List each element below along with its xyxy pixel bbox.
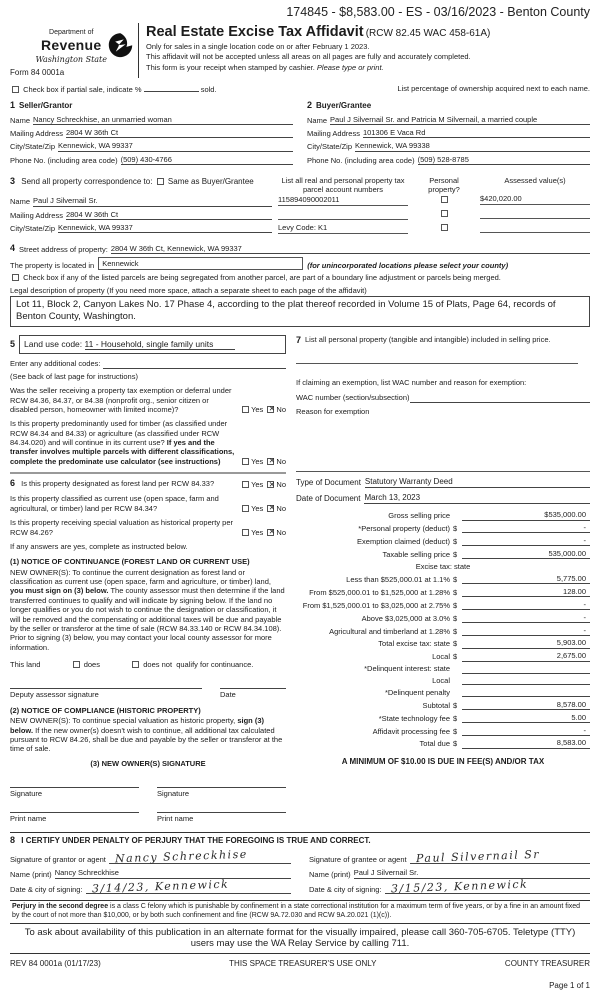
forest-land-text: Is this property designated as forest land per RCW 84.33? [21,479,215,489]
personal-property-checkbox-1[interactable] [441,196,448,203]
current-use-question-text: Is this property classified as current use (open space, farm and agricultural, or timber) land per RCW 84.34? [10,494,219,513]
yes-label: Yes [251,527,264,537]
levy-code-field[interactable]: Levy Code: K1 [278,223,408,234]
same-as-buyer-checkbox[interactable] [157,178,164,185]
buyer-name-field[interactable]: Paul J Silvernail Sr. and Patricia M Silvernail, a married couple [330,115,590,125]
agency-block [10,23,138,78]
land-use-code-box [19,335,286,355]
section-6 [10,472,286,824]
owner-signature-2-label: Signature [157,789,190,799]
grantee-signature-handwriting: Paul Silvernail Sr [415,848,540,866]
notice-continuance-b: you must sign on (3) below. [10,586,109,596]
timber-yes-checkbox[interactable] [242,458,249,465]
certification-statement: I CERTIFY UNDER PENALTY OF PERJURY THAT THE FOREGOING IS TRUE AND CORRECT. [21,835,371,845]
deputy-date-label: Date [220,690,236,700]
form-title: Real Estate Excise Tax Affidavit [146,23,364,40]
delinquent-penalty-field[interactable] [462,688,590,697]
document-type-row [296,477,590,488]
section-8-number: 8 [10,834,16,845]
notice-compliance-title: (2) NOTICE OF COMPLIANCE (HISTORIC PROPERTY) [10,705,201,715]
section-5-number: 5 [10,338,16,349]
exemption-reason-field[interactable] [296,462,590,472]
document-date-row [296,493,590,504]
ownership-percentage-note: List percentage of ownership acquired next to each name. [397,83,590,93]
legal-description-label: Legal description of property (If you need more space, attach a separate sheet to each page of the affidavit) [10,285,367,295]
notice-continuance-title: (1) NOTICE OF CONTINUANCE (FOREST LAND OR CURRENT USE) [10,557,250,567]
tier2-tax-field[interactable]: 128.00 [462,587,590,597]
land-use-code-field[interactable]: 11 - Household, single family units [85,339,235,351]
grantor-date-label: Date & city of signing: [10,884,83,894]
no-label: No [276,480,286,490]
buyer-phone-label: Phone No. (including area code) [307,155,415,165]
section-2-number: 2 [307,100,313,111]
wac-number-label: WAC number (section/subsection) [296,393,410,403]
timber-question-normal: Is this property predominantly used for timber (as classified under RCW 84.34 and 84.33) or agriculture (as classified under RCW 84.34.020) and will continue in its current use? [10,419,228,448]
buyer-city-label: City/State/Zip [307,142,353,152]
grantee-date-handwriting: 3/15/23, Kennewick [390,877,529,896]
qualify-label: qualify for continuance. [176,660,254,670]
does-not-checkbox[interactable] [132,661,139,668]
deputy-date-field[interactable] [220,679,286,689]
exemption-claimed-field[interactable]: - [462,536,590,546]
deputy-signature-label: Deputy assessor signature [10,690,99,700]
grantor-signature-label: Signature of grantor or agent [10,854,106,864]
deputy-assessor-row [10,679,286,699]
assessed-value-field-1[interactable]: $420,020.00 [480,194,590,205]
historic-question [10,518,286,537]
assessed-value-header: Assessed value(s) [504,176,566,185]
street-address-label: Street address of property: [19,244,108,254]
seller-name-label: Name [10,115,31,125]
seller-phone-field[interactable]: (509) 430-4766 [121,155,293,165]
parcel-numbers-header: List all real and personal property tax parcel account numbers [281,176,405,195]
body-columns [10,335,590,824]
forest-land-question-text [10,478,240,489]
partial-sale-sold-label: sold. [200,84,217,94]
tax-table: Gross selling price $535,000.00 *Personal property (deduct) $ - Exemption claimed (deduct) $ - Taxable selling price $ 535,000.00 Excise tax: state Less than $525,000.01 at 1.1% $ 5,775.00 From $525,000.01 to $1,525,000 at 1.28% $ 128.00 From $1,525,000.01 to $3,025,000 at 2.75% $ - Above $3,025,000 at 3.0% $ - Agricultural and timberland at 1.28% $ - Total excise tax: state $ 5,903.00 Local $ 2,675.00 *Delinquent interest: state Local *Delinquent penalty Subtotal $ 8,578.00 *State technology fee $ 5.00 Affidavit processing fee $ - Total due $ 8,583.00 [296,510,590,749]
yes-label: Yes [251,456,264,466]
located-in-label: The property is located in [10,261,95,270]
grantor-print-field[interactable]: Nancy Schreckhise [55,868,291,879]
document-type-field[interactable]: Statutory Warranty Deed [365,477,590,488]
buyer-phone-field[interactable]: (509) 528-8785 [418,155,590,165]
taxable-selling-price-field[interactable]: 535,000.00 [462,549,590,559]
corr-mailing-label: Mailing Address [10,210,63,220]
revenue-logo-icon [107,32,134,61]
right-column [296,335,590,824]
owner-print-1-group [10,803,139,823]
buyer-mailing-field[interactable]: 101306 E Vaca Rd [363,128,590,138]
corr-name-label: Name [10,197,31,207]
forest-land-question [10,478,286,489]
grantor-date-field[interactable] [86,877,291,896]
new-owner-print-row [10,803,286,823]
state-technology-fee-field[interactable]: 5.00 [462,713,590,723]
grantee-signature-label: Signature of grantee or agent [309,854,407,864]
form-subtitle-1: Only for sales in a single location code on or after February 1 2023. [146,41,370,51]
owner-signature-1-field[interactable] [10,778,139,788]
new-owner-signature-title: (3) NEW OWNER(S) SIGNATURE [90,758,206,768]
personal-property-field[interactable] [296,354,578,364]
total-excise-state-field[interactable]: 5,903.00 [462,638,590,648]
grantor-date-handwriting: 3/14/23, Kennewick [91,877,230,896]
section-4-number: 4 [10,242,16,253]
form-rcw: (RCW 82.45 WAC 458-61A) [365,27,491,39]
notice-continuance-text [10,568,286,652]
partial-sale-checkbox[interactable] [12,86,19,93]
seller-phone-label: Phone No. (including area code) [10,155,118,165]
footer-row [10,959,590,969]
owner-print-1-label: Print name [10,814,47,824]
forest-no-checkbox[interactable] [267,481,274,488]
gross-selling-price-field[interactable]: $535,000.00 [462,510,590,520]
form-subtitle-3-italic: Please type or print. [316,62,384,72]
no-label: No [276,456,286,466]
additional-codes-note: (See back of last page for instructions) [10,371,138,381]
same-as-buyer-label: Same as Buyer/Grantee [167,177,254,186]
footer-treasurer-space: THIS SPACE TREASURER'S USE ONLY [229,959,377,969]
total-due-field[interactable]: 8,583.00 [462,738,590,748]
assessed-value-field-2[interactable] [480,208,590,219]
exemption-question-text: Was the seller receiving a property tax exemption or deferral under RCW 84.36, 84.37, or 84.38 (nonprofit org., senior citizen or disabled person, homeowner with limited income)? [10,386,232,414]
local-tax-field[interactable]: 2,675.00 [462,651,590,661]
partial-sale-row [10,84,590,94]
no-label: No [276,527,286,537]
current-use-question [10,494,286,513]
historic-question-text: Is this property receiving special valuation as historical property per RCW 84.26? [10,518,234,537]
grantor-signature-block [10,849,291,894]
deputy-signature-field[interactable] [10,679,202,689]
timber-question [10,419,286,466]
partial-sale-percent-field[interactable] [144,84,199,92]
partial-sale-left [10,84,217,94]
segregated-parcels-label: Check box if any of the listed parcels are being segregated from another parcel, are part of a boundary line adjustment or parcels being merged. [23,273,501,283]
grantor-signature-field[interactable] [109,847,291,866]
personal-property-deduct-field[interactable]: - [462,523,590,533]
seller-mailing-label: Mailing Address [10,128,63,138]
new-owner-signature-row [10,778,286,798]
correspondence-section [10,176,590,237]
forest-yes-checkbox[interactable] [242,481,249,488]
personal-property-checkbox-2[interactable] [441,210,448,217]
seller-name-field[interactable]: Nancy Schreckhise, an unmarried woman [33,115,293,125]
additional-codes-label: Enter any additional codes: [10,359,101,369]
agricultural-tax-field[interactable]: - [462,626,590,636]
agency-state: Washington State [35,54,107,64]
section-3-title: Send all property correspondence to: [21,177,153,186]
yes-label: Yes [251,503,264,513]
does-not-label: does not [143,660,173,670]
excise-tax-state-header: Excise tax: state [415,561,471,571]
treasurer-stamp-text: 174845 - $8,583.00 - ES - 03/16/2023 - Benton County [286,5,590,19]
exemption-reason-label: Reason for exemption [296,406,370,416]
deputy-date-group [220,679,286,699]
current-use-yes-checkbox[interactable] [242,505,249,512]
does-checkbox[interactable] [73,661,80,668]
footer-county-treasurer: COUNTY TREASURER [504,959,590,969]
title-block [138,23,590,78]
no-label: No [276,503,286,513]
no-label: No [276,404,286,414]
grantor-signature-handwriting: Nancy Schreckhise [114,847,248,866]
document-date-label: Date of Document [296,494,361,504]
notice-continuance-c: The county assessor must then determine if the land transferred continues to qualify and will indicate by signing below. If the land no longer qualifies or you do not wish to continue the designation or classification, it will be removed and the compensating or additional taxes will be due and payable by the seller or transferor at the time of sale (RCW 84.33.140 or RCW 84.34.108). Prior to signing (3) below, you may contact your local county assessor for more information. [10,586,285,652]
document-type-label: Type of Document [296,478,361,488]
timber-question-bold: If yes and the transfer involves multiple parcels with different classifications, complete the predominate use calculator (see instructions) [10,438,235,466]
owner-print-2-label: Print name [157,814,194,824]
owner-signature-2-group [157,778,286,798]
form-subtitle-3-text: This form is your receipt when stamped by cashier. [146,62,315,72]
section-1-title: Seller/Grantor [19,101,73,111]
affidavit-processing-fee-field[interactable]: - [462,726,590,736]
accessibility-note: To ask about availability of this publication in an alternate format for the visually impaired, please call 360-705-6705. Teletype (TTY) users may use the WA Relay Service by calling 711. [10,924,590,955]
personal-property-checkbox-3[interactable] [441,224,448,231]
section-3-number: 3 [10,176,16,186]
grantor-print-label: Name (print) [10,869,52,879]
notice-compliance-c: If the new owner(s) doesn't wish to continue, all additional tax calculated pursuant to RCW 84.26, shall be due and payable by the seller or transferor at the time of sale. [10,725,283,754]
this-land-label: This land [10,660,41,670]
agency-name: Revenue [41,37,102,54]
parcel-number-field-2[interactable] [278,209,408,220]
tier3-tax-field[interactable]: - [462,600,590,610]
wac-number-field[interactable] [410,395,590,403]
notice-compliance-b: sign (3) below. [10,716,264,735]
buyer-name-label: Name [307,115,328,125]
section-6-number: 6 [10,478,16,489]
notice-compliance-a: NEW OWNER(S): To continue special valuation as historic property, [10,716,236,726]
section-2-title: Buyer/Grantee [316,101,372,111]
buyer-grantee-block [307,100,590,168]
assessed-value-column [480,176,590,237]
grantee-date-label: Date & city of signing: [309,884,382,894]
corr-city-field[interactable]: Kennewick, WA 99337 [58,223,272,233]
personal-property-column [414,176,474,237]
owner-signature-2-field[interactable] [157,778,286,788]
notice-continuance-a: NEW OWNER(S): To continue the current designation as forest land or classification as current use (open space, farm and agriculture, or timber) land, [10,567,271,587]
yes-label: Yes [251,480,264,490]
parcel-numbers-column [278,176,408,237]
partial-sale-label: Check box if partial sale, indicate % [23,84,142,94]
grantee-date-field[interactable] [385,877,590,896]
tier4-tax-field[interactable]: - [462,613,590,623]
owner-print-1-field[interactable] [10,803,139,813]
yes-label: Yes [251,404,264,414]
land-qualify-row [10,660,286,669]
corr-mailing-field[interactable]: 2804 W 36th Ct [66,210,272,220]
certification-section [10,832,590,894]
buyer-mailing-label: Mailing Address [307,128,360,138]
grantee-signature-block [309,849,590,894]
exemption-question [10,386,286,414]
located-in-note: (for unincorporated locations please select your county) [307,261,509,270]
perjury-notice [10,900,590,924]
corr-name-field[interactable]: Paul J Silvernail Sr. [33,196,272,206]
section-7-number: 7 [296,334,302,345]
exemption-claim-label: If claiming an exemption, list WAC number and reason for exemption: [296,378,527,388]
footer-rev-number: REV 84 0001a (01/17/23) [10,959,101,969]
street-address-field[interactable]: 2804 W 36th Ct, Kennewick, WA 99337 [111,244,590,254]
form-subtitle-3 [146,63,590,72]
delinquent-interest-state-field[interactable] [462,665,590,674]
parcel-number-field-1[interactable]: 115894090002011 [278,195,408,206]
section-7-text: List all personal property (tangible and intangible) included in selling price. [305,334,551,344]
personal-property-section [296,335,590,346]
buyer-city-field[interactable]: Kennewick, WA 99338 [355,141,590,151]
seller-mailing-field[interactable]: 2804 W 36th Ct [66,128,293,138]
tier1-tax-field[interactable]: 5,775.00 [462,574,590,584]
exemption-no-checkbox[interactable] [267,406,274,413]
does-label: does [83,660,100,670]
deputy-signature-group [10,679,202,699]
delinquent-interest-local-field[interactable] [462,676,590,685]
left-column [10,335,286,824]
timber-question-text [10,419,240,466]
grantee-print-field[interactable]: Paul J Silvernail Sr. [354,868,590,879]
exemption-yes-checkbox[interactable] [242,406,249,413]
page-number: Page 1 of 1 [549,981,590,991]
seller-grantor-block [10,100,293,168]
personal-property-header: Personal property? [428,176,460,195]
historic-no-checkbox[interactable] [267,529,274,536]
minimum-fee-note: A MINIMUM OF $10.00 IS DUE IN FEE(S) AND/OR TAX [341,756,545,766]
timber-no-checkbox[interactable] [267,458,274,465]
owner-print-2-group [157,803,286,823]
form-subtitle-2: This affidavit will not be accepted unless all areas on all pages are fully and accurately completed. [146,52,471,62]
land-use-code-label: Land use code: [24,338,83,349]
grantee-signature-field[interactable] [410,848,590,866]
current-use-no-checkbox[interactable] [267,505,274,512]
answers-yes-note: If any answers are yes, complete as instructed below. [10,541,188,551]
parties-section [10,100,590,168]
located-in-select[interactable]: Kennewick [98,257,303,270]
additional-codes-field[interactable] [103,361,286,369]
notice-compliance-text [10,716,286,754]
seller-city-label: City/State/Zip [10,142,56,152]
owner-print-2-field[interactable] [157,803,286,813]
subtotal-field[interactable]: 8,578.00 [462,700,590,710]
property-address-section [10,243,590,327]
document-date-field[interactable]: March 13, 2023 [364,493,590,504]
legal-description-field[interactable]: Lot 11, Block 2, Canyon Lakes No. 17 Phase 4, according to the plat thereof recorded in Volume 15 of Plats, Page 64, records of Benton County, Washington. [10,296,590,327]
agency-dept-label: Department of [49,28,94,36]
correspondence-block [10,176,272,237]
owner-signature-1-label: Signature [10,789,43,799]
corr-city-label: City/State/Zip [10,224,56,233]
perjury-bold: Perjury in the second degree [12,903,109,911]
owner-signature-1-group [10,778,139,798]
perjury-rest: is a class C felony which is punishable by confinement in a state correctional institution for a maximum term of five years, or by a fine in an amount fixed by the court of not more than $10,000, or by both such confinement and fine (RCW 9A.72.030 and RCW 9A.20.021 (1)(c)). [12,903,581,919]
section-1-number: 1 [10,100,16,111]
form-number: Form 84 0001a [10,67,65,77]
assessed-value-field-3[interactable] [480,222,590,233]
form-header [10,23,590,78]
seller-city-field[interactable]: Kennewick, WA 99337 [58,141,293,151]
historic-yes-checkbox[interactable] [242,529,249,536]
grantee-print-label: Name (print) [309,869,351,879]
segregated-parcels-checkbox[interactable] [12,274,19,281]
